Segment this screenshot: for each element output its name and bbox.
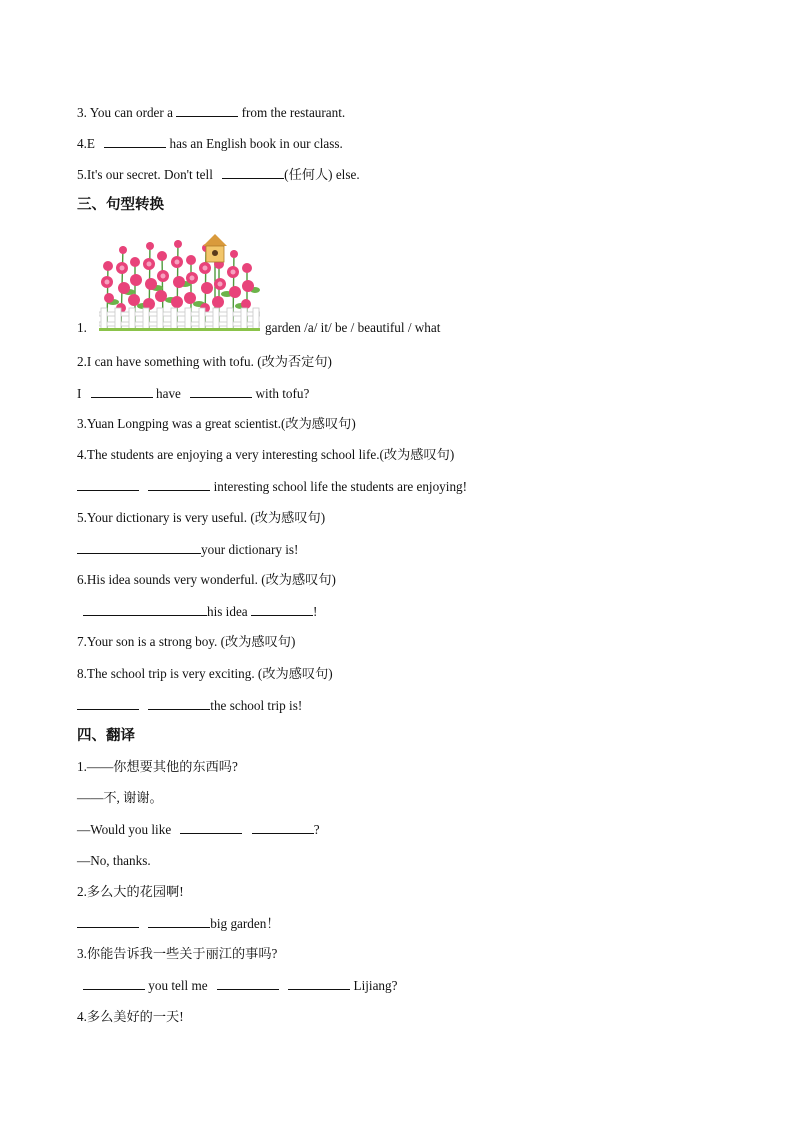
s2-q5-text-a: 5.It's our secret. Don't tell xyxy=(77,167,213,182)
s3-q2-text-b: have xyxy=(156,386,181,401)
s3-q6: 6.His idea sounds very wonderful. (改为感叹句) xyxy=(77,572,336,587)
s3-q2-text-c: with tofu? xyxy=(255,386,310,401)
s3-q5-answer-text: your dictionary is! xyxy=(201,542,299,557)
s4-q2-cn: 2.多么大的花园啊! xyxy=(77,884,184,899)
answer-blank[interactable] xyxy=(148,696,210,710)
s3-q7: 7.Your son is a strong boy. (改为感叹句) xyxy=(77,634,296,649)
answer-blank[interactable] xyxy=(148,914,210,928)
answer-blank[interactable] xyxy=(190,384,252,398)
s3-q8-answer-text: the school trip is! xyxy=(210,698,303,713)
s4-q1-cn1: 1.——你想要其他的东西吗? xyxy=(77,759,238,774)
s3-q4: 4.The students are enjoying a very interesting school life.(改为感叹句) xyxy=(77,447,455,462)
s3-q2: 2.I can have something with tofu. (改为否定句) xyxy=(77,354,332,369)
answer-blank[interactable] xyxy=(104,134,166,148)
s3-q2-answer xyxy=(77,384,309,403)
s4-q3-text-a: you tell me xyxy=(148,978,208,993)
s3-q5-answer xyxy=(77,540,298,559)
answer-blank[interactable] xyxy=(176,103,238,117)
s3-q4-answer xyxy=(77,477,467,496)
s3-q3: 3.Yuan Longping was a great scientist.(改为感叹句) xyxy=(77,416,356,431)
s3-q6-answer xyxy=(83,602,317,621)
answer-blank[interactable] xyxy=(91,384,153,398)
s4-q1-en1-text-a: —Would you like xyxy=(77,822,172,837)
answer-blank[interactable] xyxy=(180,820,242,834)
answer-blank[interactable] xyxy=(252,820,314,834)
section-4-heading: 四、翻译 xyxy=(77,728,135,744)
s3-q6-text-b: ! xyxy=(312,604,318,619)
s4-q1-en1 xyxy=(77,820,320,839)
flower-garden-image xyxy=(99,232,260,332)
s4-q3-text-b: Lijiang? xyxy=(353,978,398,993)
s3-q6-text-a: his idea xyxy=(207,604,248,619)
answer-blank[interactable] xyxy=(83,602,207,616)
s3-q4-answer-text: interesting school life the students are enjoying! xyxy=(213,479,468,494)
answer-blank[interactable] xyxy=(83,976,145,990)
s3-q8-answer xyxy=(77,696,302,715)
section-3-heading: 三、句型转换 xyxy=(77,197,164,213)
answer-blank[interactable] xyxy=(77,914,139,928)
s2-q5 xyxy=(77,165,360,184)
s2-q3-text-b: from the restaurant. xyxy=(241,105,346,120)
answer-blank[interactable] xyxy=(217,976,279,990)
answer-blank[interactable] xyxy=(77,540,201,554)
s4-q4-cn: 4.多么美好的一天! xyxy=(77,1009,184,1024)
s2-q3 xyxy=(77,103,345,122)
s2-q4-text-a: 4.E xyxy=(77,136,95,151)
s3-q1 xyxy=(77,319,441,337)
s3-q5: 5.Your dictionary is very useful. (改为感叹句) xyxy=(77,510,326,525)
s3-q8: 8.The school trip is very exciting. (改为感叹句) xyxy=(77,666,333,681)
s4-q2-answer xyxy=(77,914,280,933)
answer-blank[interactable] xyxy=(77,696,139,710)
answer-blank[interactable] xyxy=(251,602,313,616)
answer-blank[interactable] xyxy=(148,477,210,491)
s3-q1-text: garden /a/ it/ be / beautiful / what xyxy=(265,320,441,335)
s4-q3-cn: 3.你能告诉我一些关于丽江的事吗? xyxy=(77,946,278,961)
flower-garden-illustration xyxy=(99,232,260,332)
s2-q4 xyxy=(77,134,343,153)
answer-blank[interactable] xyxy=(288,976,350,990)
s4-q1-en2: —No, thanks. xyxy=(77,853,151,868)
s4-q1-en1-text-b: ? xyxy=(313,822,320,837)
s2-q4-text-b: has an English book in our class. xyxy=(169,136,343,151)
s4-q3-answer xyxy=(83,976,397,995)
s4-q2-answer-text: big garden！ xyxy=(210,916,280,931)
answer-blank[interactable] xyxy=(222,165,284,179)
s3-q1-number: 1. xyxy=(77,320,87,335)
s4-q1-cn2: ——不, 谢谢。 xyxy=(77,790,163,805)
s3-q2-text-a: I xyxy=(77,386,82,401)
s2-q3-text-a: 3. You can order a xyxy=(77,105,173,120)
answer-blank[interactable] xyxy=(77,477,139,491)
s2-q5-text-b: (任何人) else. xyxy=(284,167,360,182)
